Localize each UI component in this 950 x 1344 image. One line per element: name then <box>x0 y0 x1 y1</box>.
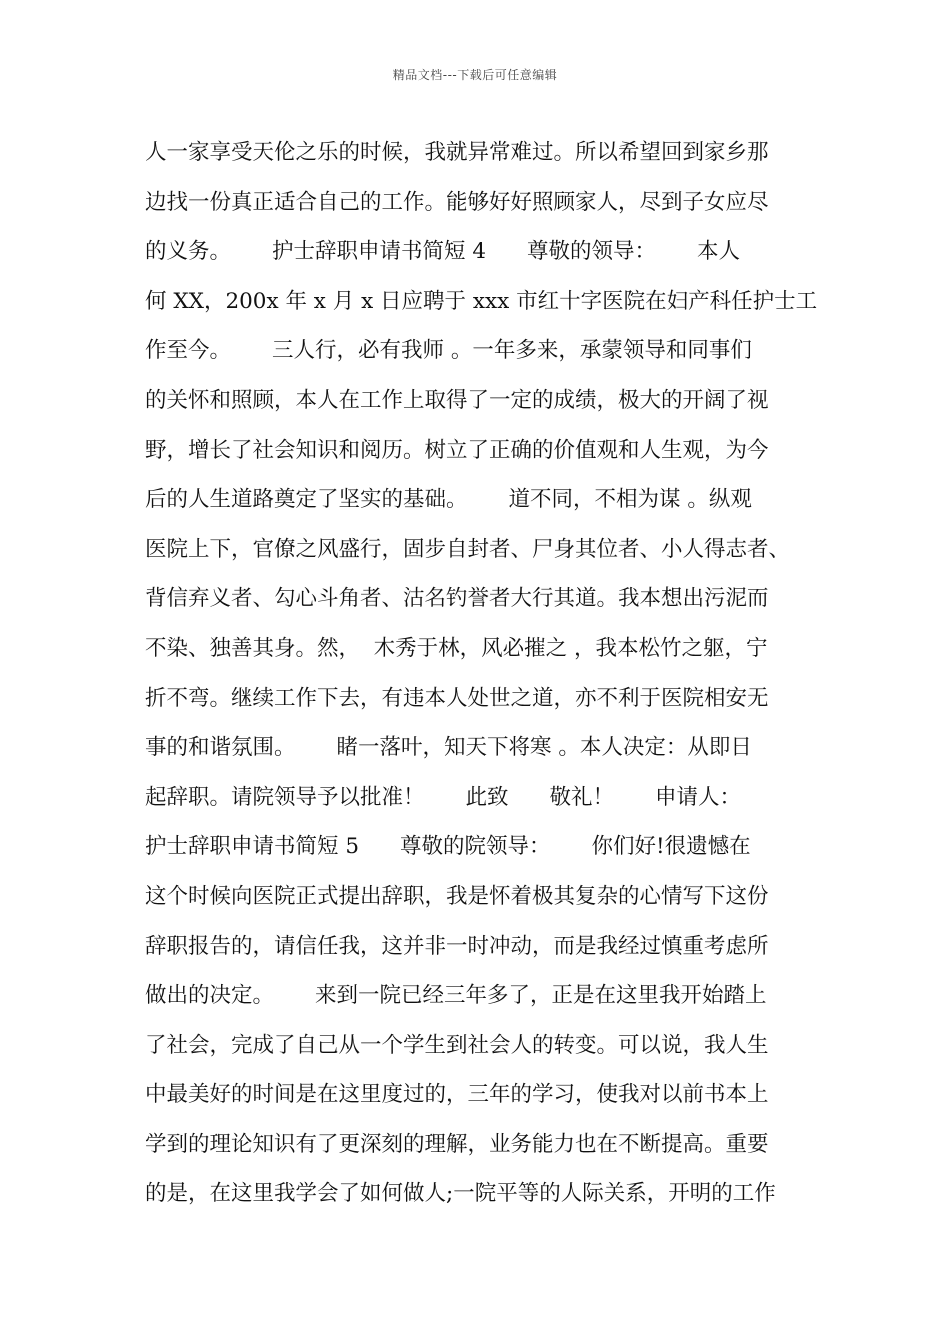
text-line: 起辞职。请院领导予以批准！ 此致 敬礼！ 申请人： <box>145 784 742 810</box>
text-line: 后的人生道路奠定了坚实的基础。 道不同，不相为谋 。纵观 <box>145 487 752 513</box>
text-line: 了社会，完成了自己从一个学生到社会人的转变。可以说，我人生 <box>145 1032 769 1058</box>
text-line: 事的和谐氛围。 睹一落叶，知天下将寒 。本人决定：从即日 <box>145 735 752 761</box>
document-body <box>145 128 825 1219</box>
text-line: 中最美好的时间是在这里度过的，三年的学习，使我对以前书本上 <box>145 1082 769 1108</box>
text-line: 的关怀和照顾，本人在工作上取得了一定的成绩，极大的开阔了视 <box>145 387 769 413</box>
text-line: 边找一份真正适合自己的工作。能够好好照顾家人，尽到子女应尽 <box>145 189 769 215</box>
text-line: 的是，在这里我学会了如何做人;一院平等的人际关系，开明的工作 <box>145 1181 776 1207</box>
text-line: 作至今。 三人行，必有我师 。一年多来，承蒙领导和同事们 <box>145 338 752 364</box>
text-line: 野，增长了社会知识和阅历。树立了正确的价值观和人生观，为今 <box>145 437 769 463</box>
text-line: 医院上下，官僚之风盛行，固步自封者、尸身其位者、小人得志者、 <box>145 536 791 562</box>
text-line: 背信弃义者、勾心斗角者、沽名钓誉者大行其道。我本想出污泥而 <box>145 586 769 612</box>
text-line: 何 XX，200x 年 x 月 x 日应聘于 xxx 市红十字医院在妇产科任护士工 <box>145 288 818 314</box>
text-line: 学到的理论知识有了更深刻的理解，业务能力也在不断提高。重要 <box>145 1131 769 1157</box>
text-line: 折不弯。继续工作下去，有违本人处世之道，亦不利于医院相安无 <box>145 685 769 711</box>
text-line: 人一家享受天伦之乐的时候，我就异常难过。所以希望回到家乡那 <box>145 140 769 165</box>
text-line: 做出的决定。 来到一院已经三年多了，正是在这里我开始踏上 <box>145 983 767 1009</box>
page-header: 精品文档---下载后可任意编辑 <box>392 68 558 82</box>
text-line: 护士辞职申请书简短 5 尊敬的院领导： 你们好!很遗憾在 <box>145 834 751 860</box>
text-line: 的义务。 护士辞职申请书简短 4 尊敬的领导： 本人 <box>145 239 741 265</box>
text-line: 这个时候向医院正式提出辞职，我是怀着极其复杂的心情写下这份 <box>145 883 769 909</box>
text-line: 不染、独善其身。然， 木秀于林，风必摧之 ，我本松竹之躯，宁 <box>145 635 768 661</box>
text-line: 辞职报告的，请信任我，这并非一时冲动，而是我经过慎重考虑所 <box>145 933 769 959</box>
